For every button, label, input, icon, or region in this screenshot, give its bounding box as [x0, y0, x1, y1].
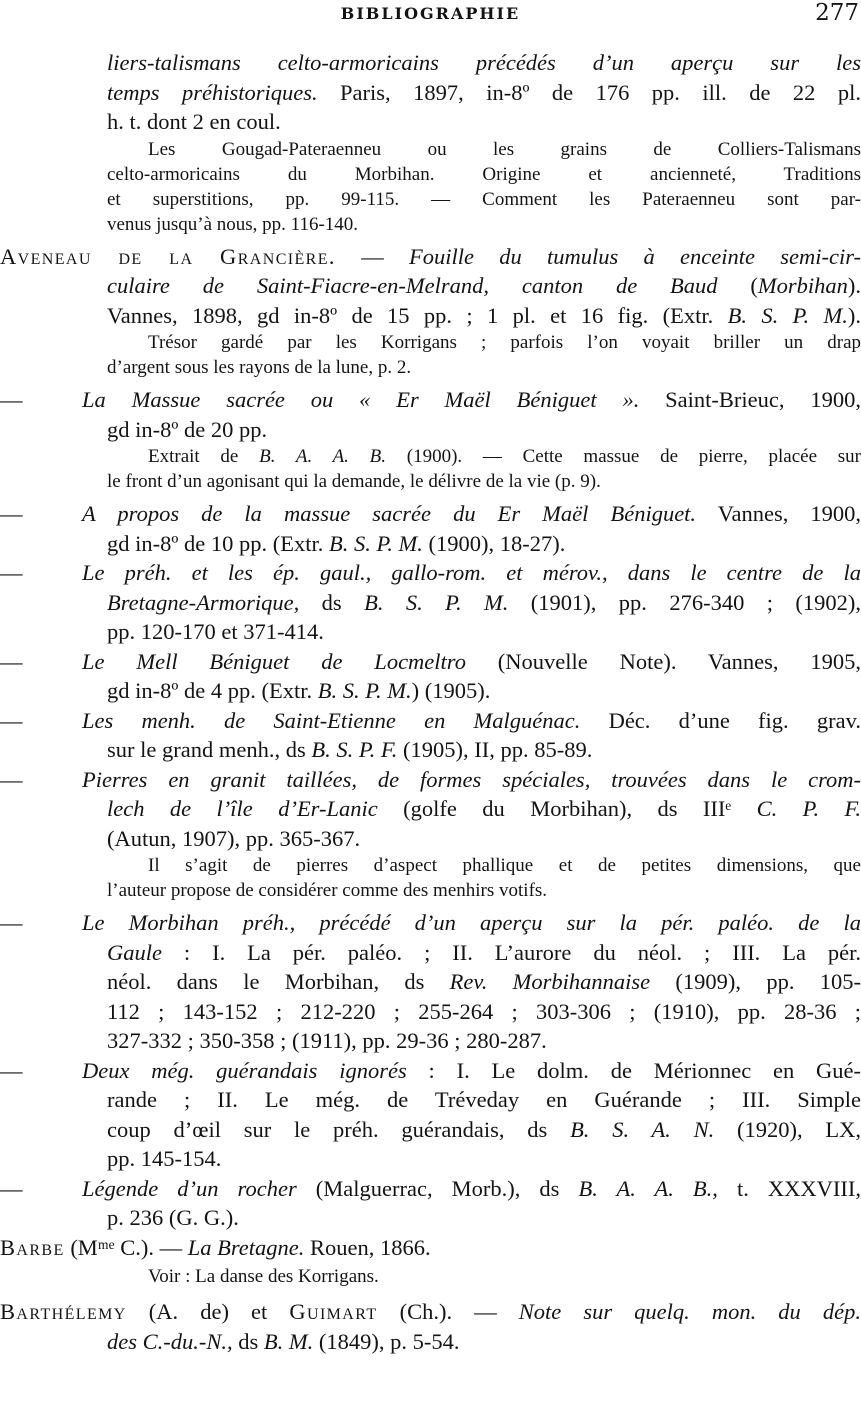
entry-line: temps préhistoriques. Paris, 1897, in-8º de 176 pp. ill. de 22 pl. [107, 79, 861, 105]
entry-line: p. 236 (G. G.). [107, 1205, 239, 1230]
author-name: Guimart [289, 1299, 378, 1324]
entry-line: — Deux még. guérandais ignorés : I. Le dolm. de Mérionnec en Gué- [0, 1057, 861, 1083]
annotation-line: d’argent sous les rayons de la lune, p. 2. [107, 357, 412, 378]
annotation-line: celto-armoricains du Morbihan. Origine et ancienneté, Traditions [107, 163, 861, 185]
entry-line: culaire de Saint-Fiacre-en-Melrand, canton de Baud (Morbihan). [107, 273, 861, 298]
page-number: 277 [815, 0, 859, 26]
entry-line: Gaule : I. La pér. paléo. ; II. L’aurore du néol. ; III. La pér. [107, 939, 861, 965]
entry-line: des C.-du.-N., ds B. M. (1849), p. 5-54. [107, 1328, 460, 1354]
author-name: Barthélemy [0, 1299, 127, 1324]
entry-line: Vannes, 1898, gd in-8º de 15 pp. ; 1 pl. et 16 fig. (Extr. B. S. P. M.). [107, 302, 861, 328]
entry-line: Bretagne-Armorique, ds B. S. P. M. (1901), pp. 276-340 ; (1902), [107, 589, 861, 615]
entry-line: lech de l’île d’Er-Lanic (golfe du Morbihan), ds IIIᵉ C. P. F. [107, 796, 861, 821]
annotation-line: Trésor gardé par les Korrigans ; parfois l’on voyait briller un drap [148, 332, 861, 353]
entry-line: h. t. dont 2 en coul. [107, 109, 281, 134]
entry-line: rande ; II. Le még. de Tréveday en Guérande ; III. Simple [107, 1087, 861, 1112]
entry-line: liers-talismans celto-armoricains précédés d’un aperçu sur les [107, 50, 861, 75]
entry-line: gd in-8º de 20 pp. [107, 416, 268, 442]
entry-line: — A propos de la massue sacrée du Er Maël Béniguet. Vannes, 1900, [0, 501, 861, 526]
entry-line: (Autun, 1907), pp. 365-367. [107, 825, 361, 851]
entry-line: — La Massue sacrée ou « Er Maël Béniguet ». Saint-Brieuc, 1900, [0, 387, 861, 412]
entry-line: — Pierres en granit taillées, de formes spéciales, trouvées dans le crom- [0, 766, 861, 792]
running-header [0, 0, 861, 30]
entry-line: 112 ; 143-152 ; 212-220 ; 255-264 ; 303-306 ; (1910), pp. 28-36 ; [107, 998, 861, 1024]
entry-line: coup d’œil sur le préh. guérandais, ds B. S. A. N. (1920), LX, [107, 1116, 861, 1142]
running-title: BIBLIOGRAPHIE [340, 4, 521, 23]
entry-line: 327-332 ; 350-358 ; (1911), pp. 29-36 ; 280-287. [107, 1028, 547, 1053]
annotation-line: le front d’un agonisant qui la demande, le délivre de la vie (p. 9). [107, 471, 601, 492]
entry-line: Barbe (Mᵐᵉ C.). — La Bretagne. Rouen, 1866. [0, 1234, 431, 1260]
annotation-line: l’auteur propose de considérer comme des menhirs votifs. [107, 880, 548, 901]
entry-line: — Le Mell Béniguet de Locmeltro (Nouvelle Note). Vannes, 1905, [0, 648, 861, 674]
annotation-line: et superstitions, pp. 99-115. — Comment les Pateraenneu sont par- [107, 188, 861, 210]
author-name: Barbe [0, 1234, 65, 1260]
author-name: Aveneau de la Grancière. [0, 243, 336, 269]
entry-line: gd in-8º de 10 pp. (Extr. B. S. P. M. (1900), 18-27). [107, 530, 566, 556]
entry-line: Aveneau de la Grancière. — Fouille du tumulus à enceinte semi-cir- [0, 243, 861, 269]
entry-line: pp. 145-154. [107, 1146, 222, 1171]
entry-line: pp. 120-170 et 371-414. [107, 619, 324, 644]
annotation-line: Voir : La danse des Korrigans. [148, 1266, 379, 1287]
entry-line: néol. dans le Morbihan, ds Rev. Morbihannaise (1909), pp. 105- [107, 969, 861, 994]
entry-line: sur le grand menh., ds B. S. P. F. (1905), II, pp. 85-89. [107, 737, 593, 762]
annotation-line: Extrait de B. A. A. B. (1900). — Cette massue de pierre, placée sur [148, 446, 861, 467]
entry-line: — Légende d’un rocher (Malguerrac, Morb.), ds B. A. A. B., t. XXXVIII, [0, 1175, 861, 1201]
entry-line: Barthélemy (A. de) et Guimart (Ch.). — Note sur quelq. mon. du dép. [0, 1299, 861, 1324]
entry-line: — Les menh. de Saint-Etienne en Malguénac. Déc. d’une fig. grav. [0, 707, 861, 733]
entry-line: — Le Morbihan préh., précédé d’un aperçu sur la pér. paléo. de la [0, 910, 861, 935]
annotation-line: venus jusqu’à nous, pp. 116-140. [107, 213, 359, 235]
entry-line: — Le préh. et les ép. gaul., gallo-rom. et mérov., dans le centre de la [0, 560, 861, 585]
annotation-line: Il s’agit de pierres d’aspect phallique et de petites dimensions, que [148, 855, 861, 876]
entry-line: gd in-8º de 4 pp. (Extr. B. S. P. M.) (1905). [107, 678, 491, 703]
bibliography-body [0, 48, 861, 1356]
annotation-line: Les Gougad-Pateraenneu ou les grains de Colliers-Talismans [148, 138, 861, 160]
